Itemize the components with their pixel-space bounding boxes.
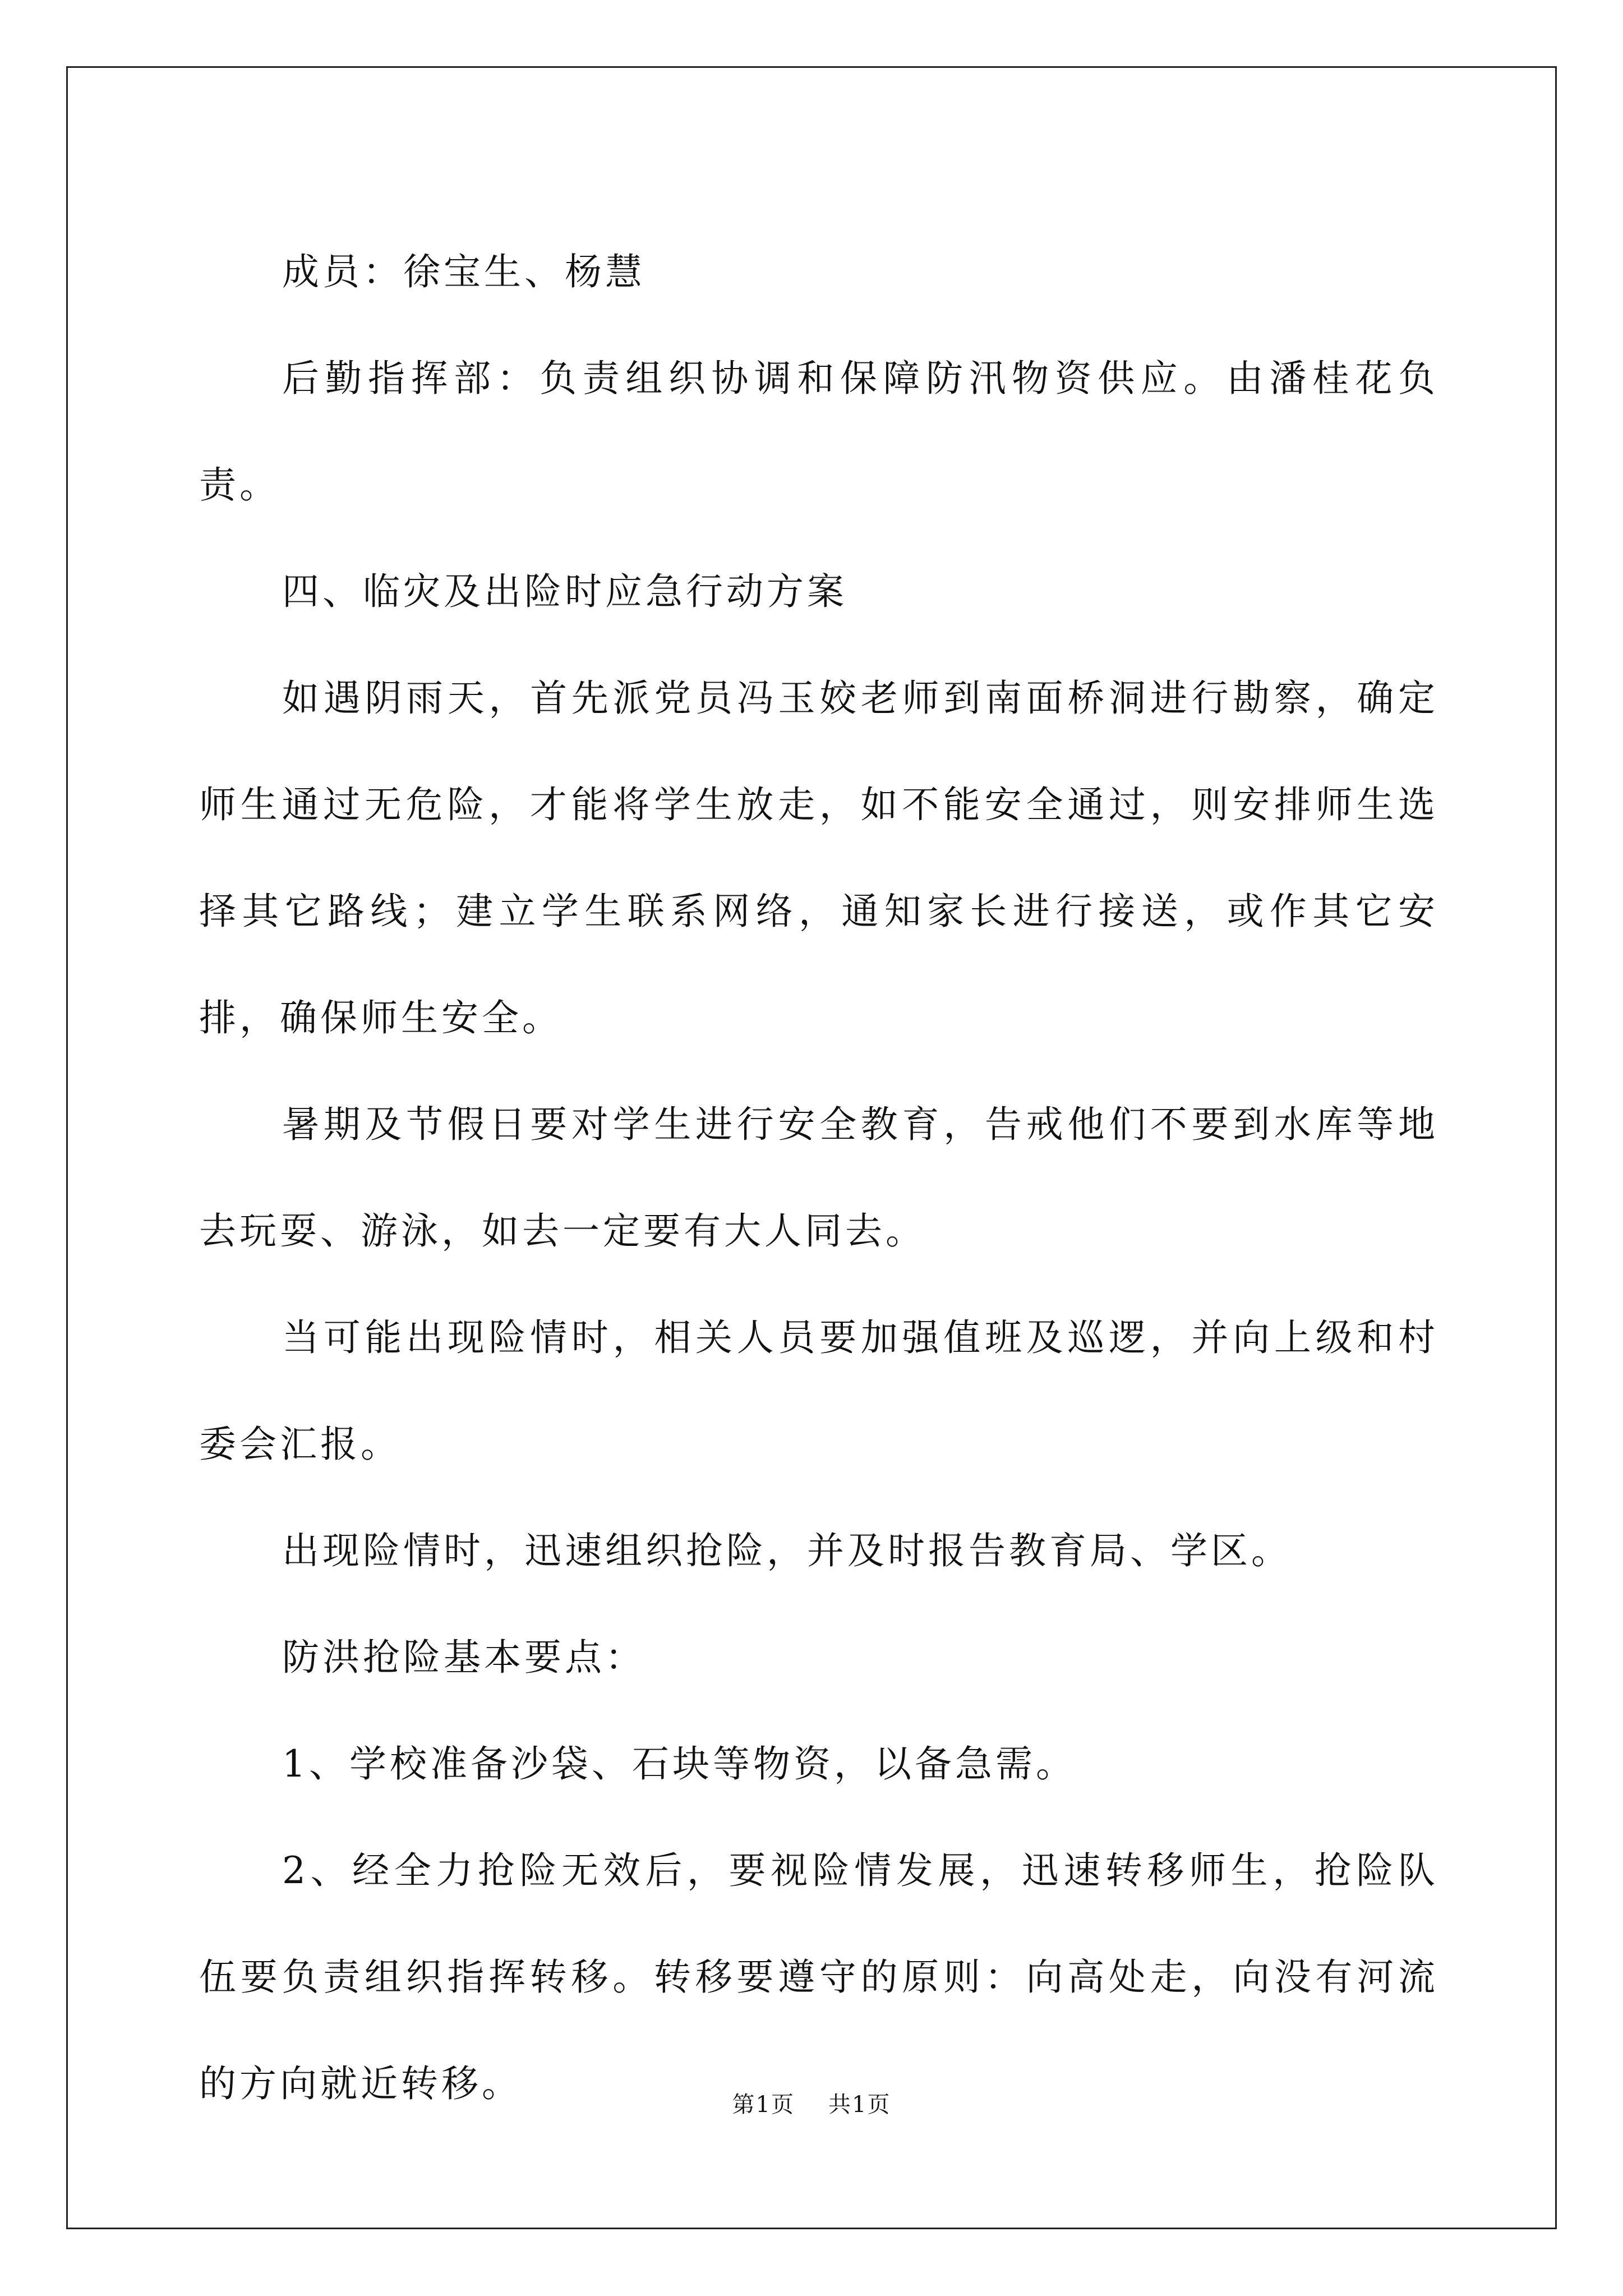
paragraph-logistics: 后勤指挥部：负责组织协调和保障防汛物资供应。由潘桂花负责。 (199, 357, 1438, 507)
page-number-total: 共1页 (828, 2092, 891, 2118)
paragraph-holiday-safety: 暑期及节假日要对学生进行安全教育，告戒他们不要到水库等地去玩耍、游泳，如去一定要有大人同去。 (199, 1103, 1438, 1253)
paragraph-rainy-day: 如遇阴雨天，首先派党员冯玉姣老师到南面桥洞进行勘察，确定师生通过无危险，才能将学生放走，如不能安全通过，则安排师生选择其它路线；建立学生联系网络，通知家长进行接送，或作其它安排，确保师生安全。 (199, 677, 1438, 1039)
paragraph-members: 成员：徐宝生、杨慧 (282, 250, 645, 293)
paragraph-key-points-heading: 防洪抢险基本要点： (282, 1636, 645, 1679)
page-number-current: 第1页 (732, 2092, 795, 2118)
paragraph-point-2: 2、经全力抢险无效后，要视险情发展，迅速转移师生，抢险队伍要负责组织指挥转移。转移要遵守的原则：向高处走，向没有河流的方向就近转移。 (199, 1849, 1438, 2105)
paragraph-emergency-response: 出现险情时，迅速组织抢险，并及时报告教育局、学区。 (282, 1529, 1292, 1572)
section-heading-4: 四、临灾及出险时应急行动方案 (282, 570, 847, 613)
paragraph-danger-report: 当可能出现险情时，相关人员要加强值班及巡逻，并向上级和村委会汇报。 (199, 1316, 1438, 1466)
page-footer (0, 2087, 1623, 2119)
paragraph-point-1: 1、学校准备沙袋、石块等物资，以备急需。 (282, 1742, 1076, 1786)
document-body (199, 219, 1438, 2137)
